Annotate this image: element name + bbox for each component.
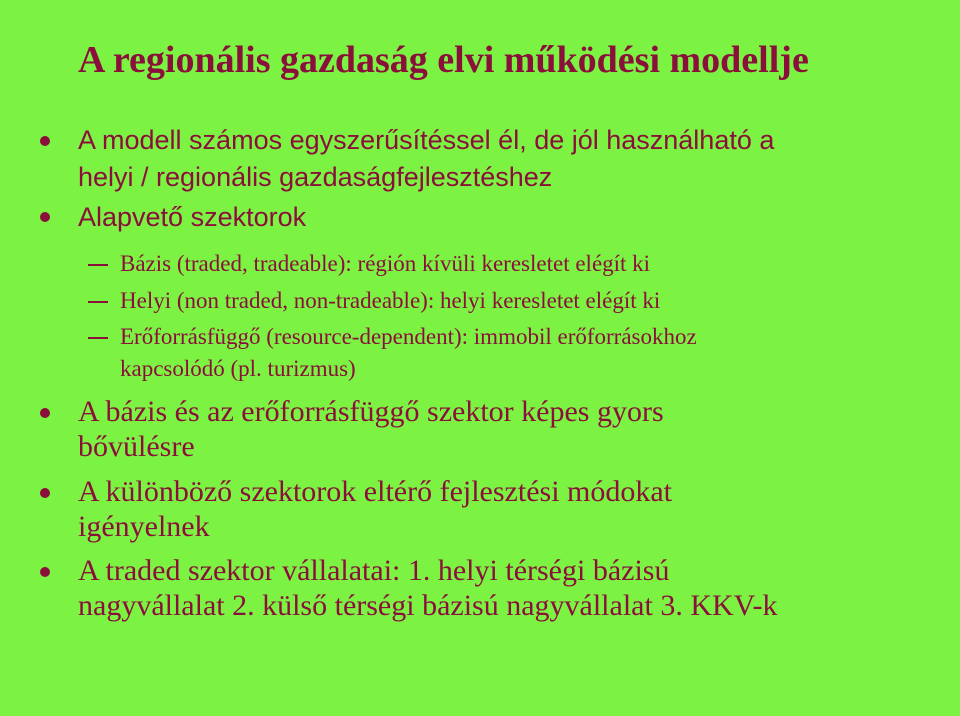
bullet-5-line-1: A traded szektor vállalatai: 1. helyi térségi bázisú: [78, 554, 670, 587]
bullet-3-line-1: A bázis és az erőforrásfüggő szektor képes gyors: [78, 395, 664, 428]
bullet-icon: [40, 408, 50, 418]
dash-icon: [88, 301, 108, 303]
bullet-icon: [40, 136, 50, 146]
bullet-4-line-1: A különböző szektorok eltérő fejlesztési módokat: [78, 475, 673, 508]
bullet-2-line-1: Alapvető szektorok: [78, 202, 307, 232]
bullet-3-line-2: bővülésre: [78, 430, 195, 463]
bullet-1-line-1: A modell számos egyszerűsítéssel él, de jól használható a: [78, 125, 775, 155]
bullet-4-line-2: igényelnek: [78, 510, 210, 543]
bullet-5-line-2: nagyvállalat 2. külső térségi bázisú nagyvállalat 3. KKV-k: [78, 589, 778, 622]
sub-item-3-line-2: kapcsolódó (pl. turizmus): [120, 356, 356, 381]
sub-item-2: Helyi (non traded, non-tradeable): helyi keresletet elégít ki: [120, 288, 661, 313]
bullet-icon: [40, 488, 50, 498]
sub-item-3-line-1: Erőforrásfüggő (resource-dependent): immobil erőforrásokhoz: [120, 324, 697, 349]
slide-title: A regionális gazdaság elvi működési modellje: [78, 39, 809, 81]
dash-icon: [88, 337, 108, 339]
bullet-icon: [40, 567, 50, 577]
sub-item-1: Bázis (traded, tradeable): régión kívüli keresletet elégít ki: [120, 251, 651, 276]
dash-icon: [88, 264, 108, 266]
bullet-icon: [40, 212, 50, 222]
bullet-1-line-2: helyi / regionális gazdaságfejlesztéshez: [78, 162, 553, 192]
